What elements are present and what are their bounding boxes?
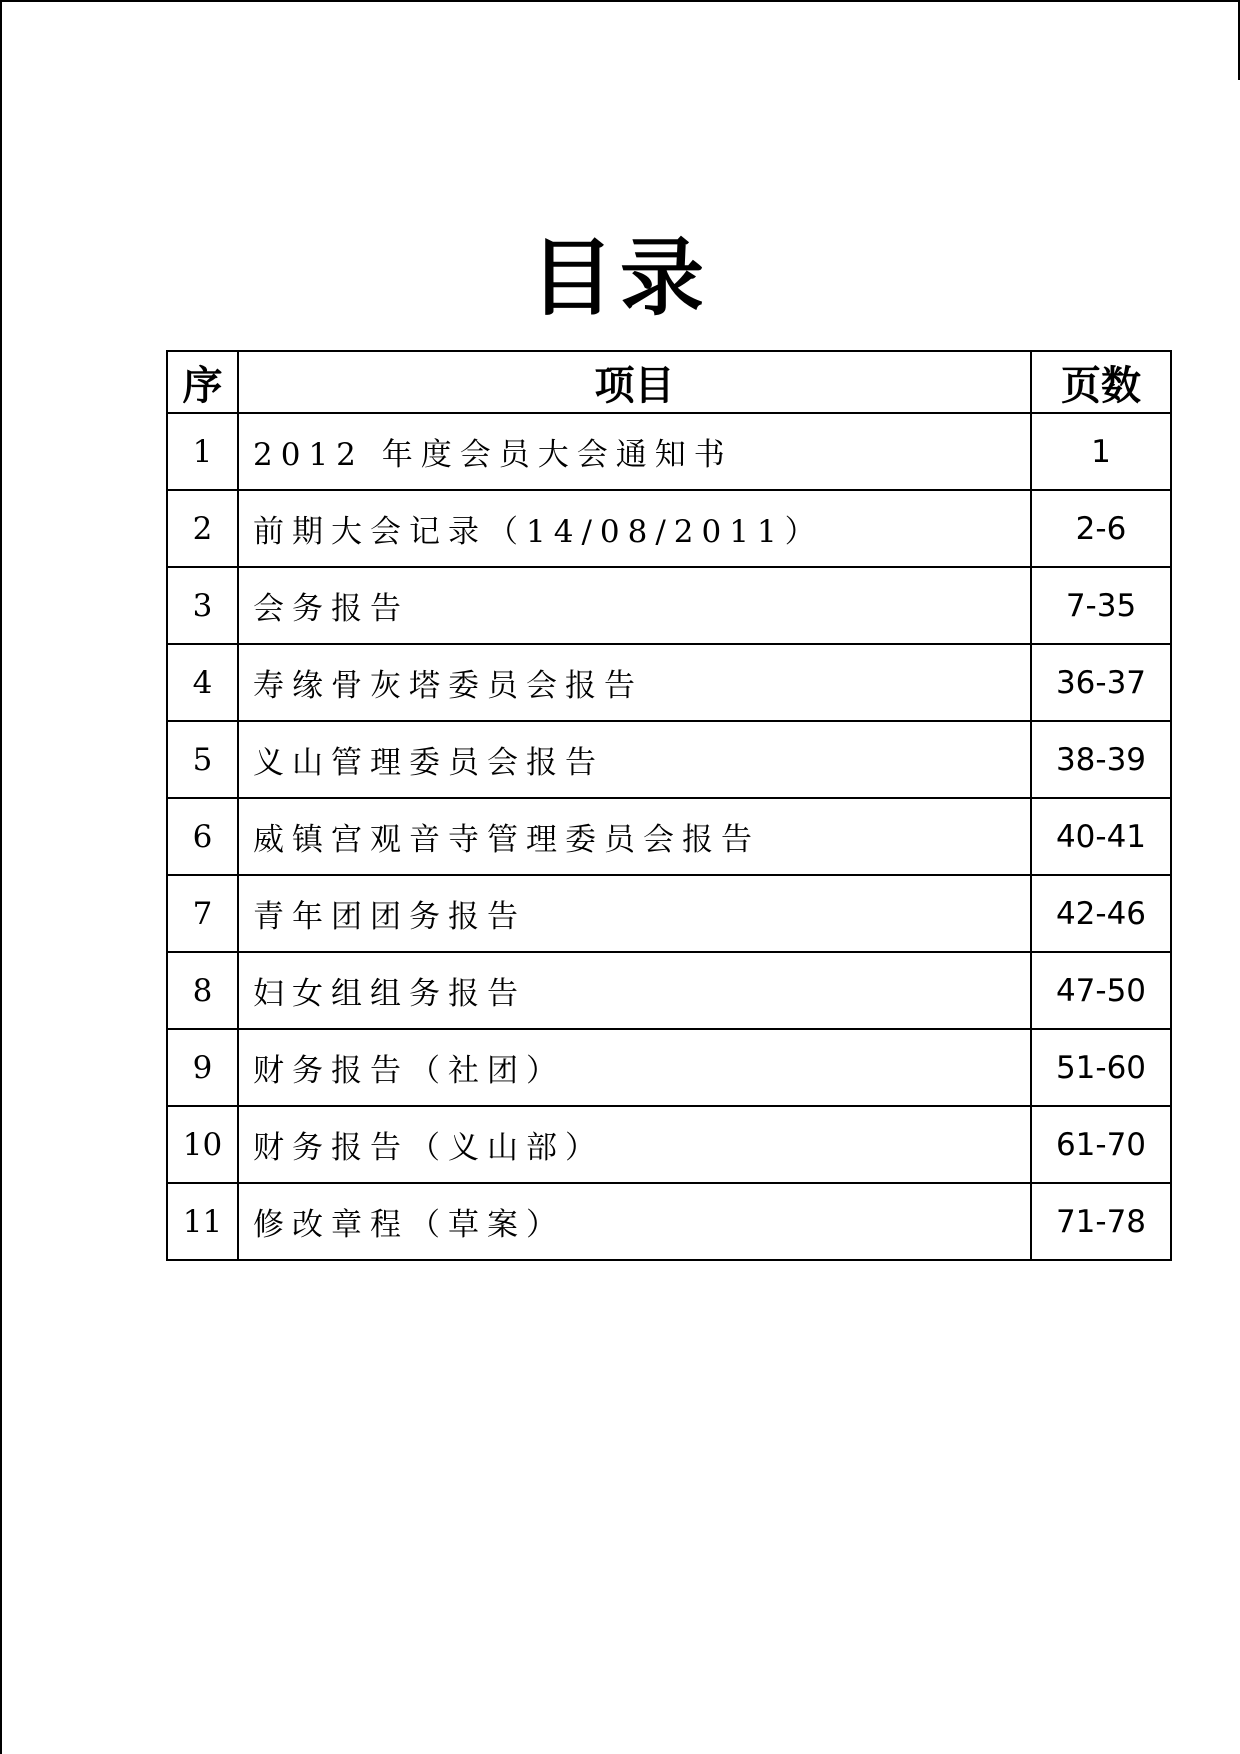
row-item: 威镇宫观音寺管理委员会报告: [238, 798, 1031, 875]
row-pages: 1: [1031, 413, 1171, 490]
row-no: 3: [167, 567, 238, 644]
row-item: 2012 年度会员大会通知书: [238, 413, 1031, 490]
row-pages: 7-35: [1031, 567, 1171, 644]
row-no: 7: [167, 875, 238, 952]
table-row: [167, 721, 1171, 798]
header-no: 序: [167, 351, 238, 413]
row-no: 5: [167, 721, 238, 798]
table-row: [167, 1106, 1171, 1183]
row-pages: 51-60: [1031, 1029, 1171, 1106]
row-no: 10: [167, 1106, 238, 1183]
row-pages: 38-39: [1031, 721, 1171, 798]
row-item: 财务报告（社团）: [238, 1029, 1031, 1106]
table-of-contents: [166, 350, 1172, 1261]
table-row: [167, 644, 1171, 721]
row-pages: 71-78: [1031, 1183, 1171, 1260]
row-pages: 36-37: [1031, 644, 1171, 721]
row-pages: 61-70: [1031, 1106, 1171, 1183]
row-no: 8: [167, 952, 238, 1029]
row-item: 前期大会记录（14/08/2011）: [238, 490, 1031, 567]
table-row: [167, 1029, 1171, 1106]
row-pages: 2-6: [1031, 490, 1171, 567]
row-pages: 40-41: [1031, 798, 1171, 875]
row-pages: 47-50: [1031, 952, 1171, 1029]
row-item: 义山管理委员会报告: [238, 721, 1031, 798]
row-item: 寿缘骨灰塔委员会报告: [238, 644, 1031, 721]
table-row: [167, 952, 1171, 1029]
row-no: 6: [167, 798, 238, 875]
row-item: 妇女组组务报告: [238, 952, 1031, 1029]
row-no: 9: [167, 1029, 238, 1106]
row-no: 2: [167, 490, 238, 567]
row-item: 财务报告（义山部）: [238, 1106, 1031, 1183]
header-pages: 页数: [1031, 351, 1171, 413]
page-border-top: [0, 0, 1240, 2]
table-row: [167, 413, 1171, 490]
header-item: 项目: [238, 351, 1031, 413]
table-row: [167, 567, 1171, 644]
table-row: [167, 1183, 1171, 1260]
row-item: 修改章程（草案）: [238, 1183, 1031, 1260]
table-row: [167, 490, 1171, 567]
row-no: 11: [167, 1183, 238, 1260]
row-no: 1: [167, 413, 238, 490]
row-item: 青年团团务报告: [238, 875, 1031, 952]
row-pages: 42-46: [1031, 875, 1171, 952]
table-row: [167, 798, 1171, 875]
row-no: 4: [167, 644, 238, 721]
table-row: [167, 875, 1171, 952]
row-item: 会务报告: [238, 567, 1031, 644]
table-header-row: [167, 351, 1171, 413]
page-title: 目录: [529, 229, 710, 327]
